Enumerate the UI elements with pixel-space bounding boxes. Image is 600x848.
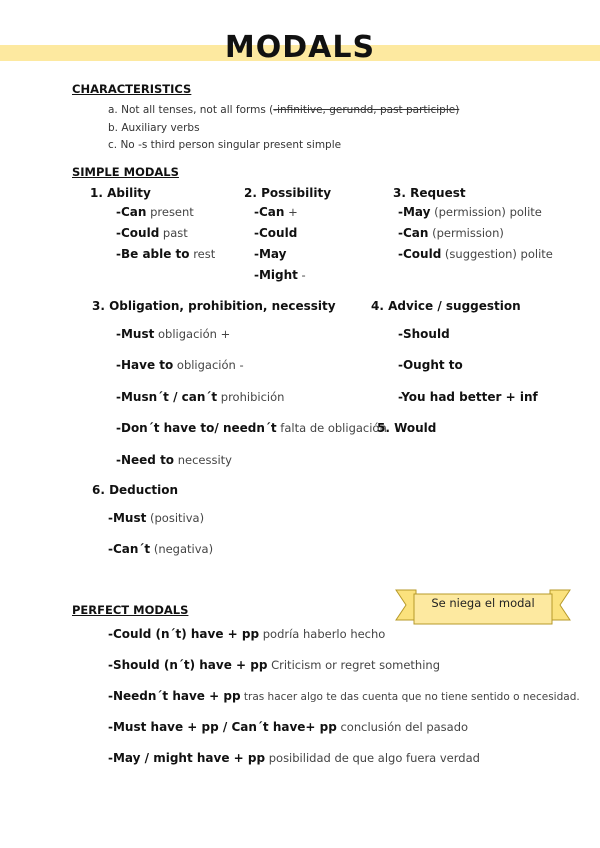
- modal-term: -Ought to: [398, 358, 463, 372]
- modal-term: -Can: [116, 205, 147, 219]
- modal-term: -May: [254, 247, 287, 261]
- modal-term: -Must have + pp / Can´t have+ pp: [108, 720, 337, 734]
- modal-note: conclusión del pasado: [336, 720, 469, 734]
- modal-note: (permission): [428, 226, 504, 240]
- modal-term: -Could: [116, 226, 160, 240]
- modal-note: obligación -: [173, 358, 244, 372]
- characteristic-c: c. No -s third person singular present simple: [108, 139, 342, 151]
- characteristic-b: b. Auxiliary verbs: [108, 122, 200, 134]
- modal-note: +: [284, 205, 298, 219]
- modal-note: (suggestion) polite: [441, 247, 553, 261]
- request-title: 3. Request: [393, 186, 466, 200]
- perfect-item: [108, 751, 480, 765]
- modal-term: -Could: [254, 226, 298, 240]
- modal-term: -Needn´t have + pp: [108, 689, 241, 703]
- modal-term: -May: [398, 205, 431, 219]
- characteristic-a-struck: -infinitive, gerundd, past participle): [273, 104, 460, 116]
- modal-term: -Have to: [116, 358, 174, 372]
- obligation-item: [116, 327, 230, 341]
- advice-item: [398, 390, 538, 404]
- obligation-item: [116, 390, 284, 404]
- modal-term: -Can: [398, 226, 429, 240]
- banner-text: Se niega el modal: [431, 596, 535, 610]
- modal-note: prohibición: [217, 390, 285, 404]
- possibility-item: [254, 247, 286, 261]
- modal-note: obligación +: [154, 327, 231, 341]
- modal-term: -You had better + inf: [398, 390, 538, 404]
- perfect-modals-heading: PERFECT MODALS: [72, 603, 189, 617]
- advice-item: [398, 358, 463, 372]
- modal-term: -Need to: [116, 453, 175, 467]
- modal-term: -Should (n´t) have + pp: [108, 658, 268, 672]
- modal-term: -Be able to: [116, 247, 190, 261]
- modal-note: falta de obligación: [276, 421, 387, 435]
- perfect-item: [108, 627, 385, 641]
- request-item: [398, 226, 504, 240]
- simple-modals-heading: SIMPLE MODALS: [72, 165, 179, 179]
- modal-note: (negativa): [150, 542, 214, 556]
- modal-note: podría haberlo hecho: [259, 627, 386, 641]
- possibility-title: 2. Possibility: [244, 186, 332, 200]
- modal-term: -Must: [116, 327, 155, 341]
- deduction-title: 6. Deduction: [92, 483, 179, 497]
- request-item: [398, 205, 542, 219]
- would-title: 5. Would: [377, 421, 437, 435]
- modal-note: necessity: [174, 453, 232, 467]
- ability-item: [116, 205, 194, 219]
- deduction-item: [108, 511, 204, 525]
- modal-term: -Don´t have to/ needn´t: [116, 421, 277, 435]
- modal-note: posibilidad de que algo fuera verdad: [265, 751, 480, 765]
- modal-term: -Can: [254, 205, 285, 219]
- ability-title: 1. Ability: [90, 186, 151, 200]
- modal-note: tras hacer algo te das cuenta que no tiene sentido o necesidad.: [240, 691, 580, 703]
- possibility-item: [254, 226, 297, 240]
- modal-term: -Should: [398, 327, 450, 341]
- characteristics-heading: CHARACTERISTICS: [72, 82, 192, 96]
- modal-term: -Must: [108, 511, 147, 525]
- modal-term: -May / might have + pp: [108, 751, 266, 765]
- modal-note: (positiva): [146, 511, 205, 525]
- characteristic-a-text: a. Not all tenses, not all forms (: [108, 104, 274, 116]
- possibility-item: [254, 268, 306, 282]
- page-title: MODALS: [224, 30, 376, 65]
- perfect-item: [108, 720, 468, 734]
- ability-item: [116, 226, 188, 240]
- possibility-item: [254, 205, 298, 219]
- obligation-item: [116, 453, 232, 467]
- modal-note: -: [297, 268, 306, 282]
- modal-term: -Might: [254, 268, 298, 282]
- modal-note: Criticism or regret something: [267, 658, 441, 672]
- deduction-item: [108, 542, 213, 556]
- perfect-item: [108, 689, 580, 703]
- obligation-item: [116, 421, 387, 435]
- modal-note: (permission) polite: [430, 205, 542, 219]
- modal-term: -Musn´t / can´t: [116, 390, 218, 404]
- characteristic-a: [108, 104, 459, 116]
- modal-term: -Can´t: [108, 542, 151, 556]
- modal-note: past: [159, 226, 188, 240]
- obligation-item: [116, 358, 244, 372]
- modal-term: -Could: [398, 247, 442, 261]
- request-item: [398, 247, 553, 261]
- modal-note: rest: [189, 247, 216, 261]
- advice-title: 4. Advice / suggestion: [371, 299, 521, 313]
- advice-item: [398, 327, 450, 341]
- perfect-item: [108, 658, 440, 672]
- ability-item: [116, 247, 215, 261]
- modal-note: present: [146, 205, 194, 219]
- obligation-title: 3. Obligation, prohibition, necessity: [92, 299, 336, 313]
- modal-term: -Could (n´t) have + pp: [108, 627, 260, 641]
